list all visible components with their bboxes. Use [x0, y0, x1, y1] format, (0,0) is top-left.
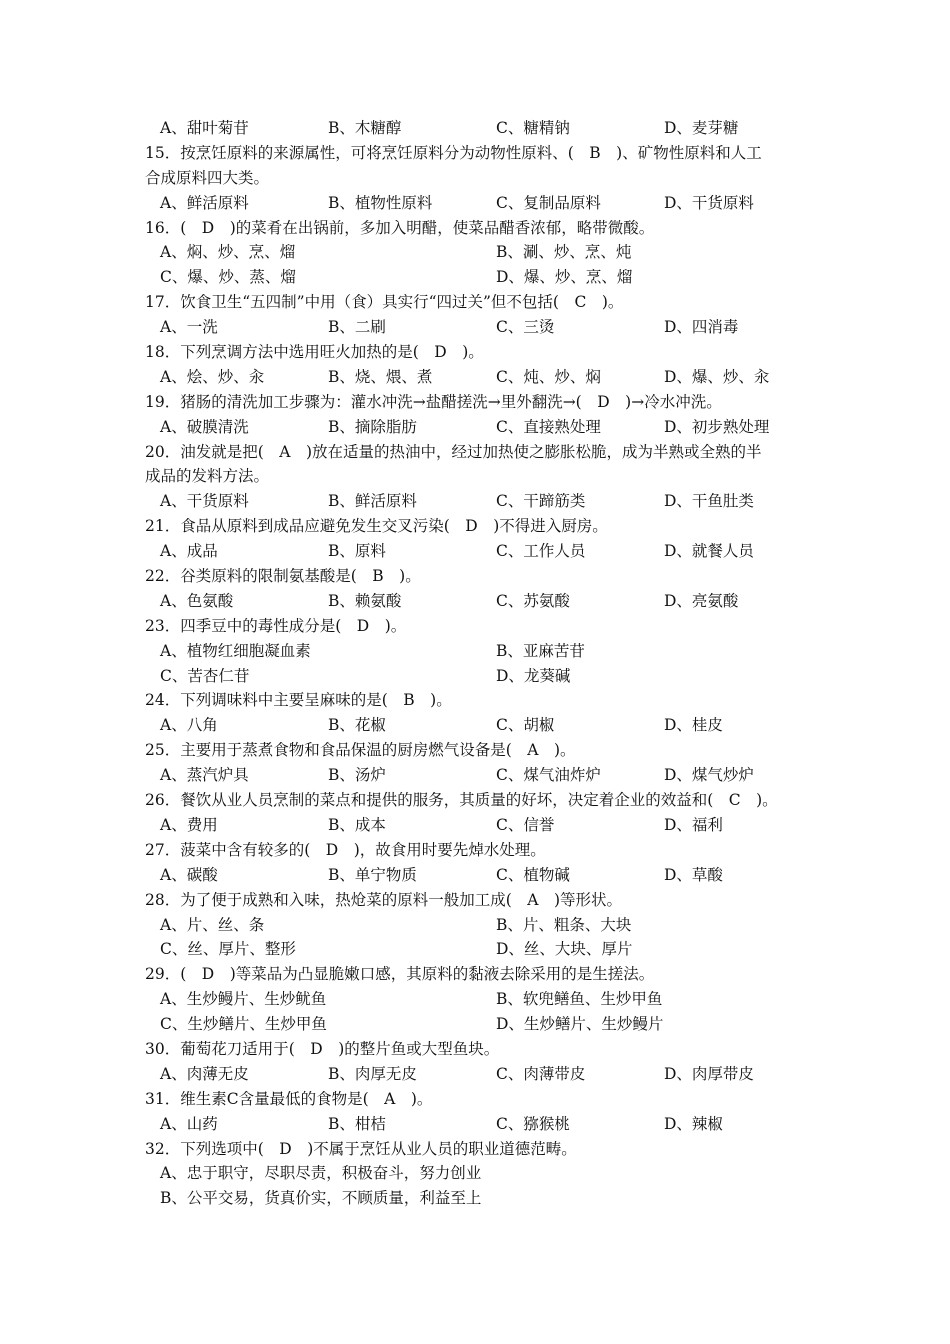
options-row — [145, 539, 825, 564]
options-row — [145, 987, 825, 1012]
options-row — [145, 365, 825, 390]
option-text: A、蒸汽炉具 — [160, 766, 249, 785]
option-text: C、肉薄带皮 — [496, 1064, 586, 1083]
options-row — [145, 664, 825, 689]
exam-document — [145, 116, 825, 1211]
option-text: A、生炒鳗片、生炒鱿鱼 — [160, 990, 327, 1009]
option-text: D、爆、炒、烹、熘 — [496, 268, 633, 287]
option-text: A、肉薄无皮 — [160, 1064, 249, 1083]
option-text: C、工作人员 — [496, 542, 586, 561]
option-text: B、软兜鳝鱼、生炒甲鱼 — [496, 990, 663, 1009]
option-text: B、成本 — [328, 815, 386, 834]
option-text: D、爆、炒、汆 — [664, 367, 770, 386]
question-line: 28．为了便于成熟和入味，热炝菜的原料一般加工成( A )等形状。 — [145, 890, 623, 909]
question-line: 32．下列选项中( D )不属于烹饪从业人员的职业道德范畴。 — [145, 1139, 577, 1158]
option-text: D、生炒鳝片、生炒鳗片 — [496, 1015, 664, 1034]
option-text: A、成品 — [160, 542, 218, 561]
option-text: D、福利 — [664, 815, 723, 834]
option-text: A、片、丝、条 — [160, 915, 265, 934]
option-text: B、亚麻苦苷 — [496, 641, 585, 660]
option-text: D、亮氨酸 — [664, 591, 739, 610]
option-text: D、就餐人员 — [664, 542, 754, 561]
question-line: 29．( D )等菜品为凸显脆嫩口感，其原料的黏液去除采用的是生搓法。 — [145, 965, 655, 984]
option-text: A、鲜活原料 — [160, 193, 249, 212]
options-row — [145, 863, 825, 888]
option-text: C、苏氨酸 — [496, 591, 570, 610]
option-text: A、烩、炒、汆 — [160, 367, 265, 386]
options-row — [145, 315, 825, 340]
option-text: C、三烫 — [496, 318, 555, 337]
option-text: B、烧、煨、煮 — [328, 367, 433, 386]
question-line: 合成原料四大类。 — [145, 168, 270, 187]
option-text: C、煤气油炸炉 — [496, 766, 601, 785]
option-text: C、复制品原料 — [496, 193, 601, 212]
question-line: 16．( D )的菜肴在出锅前，多加入明醋，使菜品醋香浓郁，略带微酸。 — [145, 218, 655, 237]
question-line: 18．下列烹调方法中选用旺火加热的是( D )。 — [145, 343, 484, 362]
options-row — [145, 191, 825, 216]
option-text: A、一洗 — [160, 318, 218, 337]
option-text: C、苦杏仁苷 — [160, 666, 250, 685]
options-row — [145, 1112, 825, 1137]
option-text: D、麦芽糖 — [664, 119, 739, 137]
option-text: A、山药 — [160, 1114, 218, 1133]
question-line: 30．葡萄花刀适用于( D )的整片鱼或大型鱼块。 — [145, 1039, 500, 1058]
option-text: A、色氨酸 — [160, 591, 234, 610]
question-line: 25．主要用于蒸煮食物和食品保温的厨房燃气设备是( A )。 — [145, 741, 576, 760]
option-text: D、初步熟处理 — [664, 417, 770, 436]
option-text: B、原料 — [328, 542, 386, 561]
option-text: A、忠于职守，尽职尽责，积极奋斗，努力创业 — [160, 1164, 482, 1183]
option-text: B、摘除脂肪 — [328, 417, 417, 436]
option-text: C、生炒鳝片、生炒甲鱼 — [160, 1015, 327, 1034]
options-row — [145, 415, 825, 440]
option-text: C、植物碱 — [496, 865, 570, 884]
options-row — [145, 1062, 825, 1087]
question-line: 15．按烹饪原料的来源属性，可将烹饪原料分为动物性原料、( B )、矿物性原料和人工 — [145, 143, 762, 162]
option-text: B、二刷 — [328, 318, 386, 337]
options-row — [145, 937, 825, 962]
option-text: B、涮、炒、烹、炖 — [496, 243, 632, 262]
option-text: D、草酸 — [664, 865, 723, 884]
option-text: B、植物性原料 — [328, 193, 433, 212]
options-row — [145, 265, 825, 290]
option-text: D、肉厚带皮 — [664, 1064, 754, 1083]
option-text: A、干货原料 — [160, 492, 249, 511]
option-text: C、胡椒 — [496, 716, 555, 735]
option-text: A、八角 — [160, 716, 218, 735]
option-text: D、煤气炒炉 — [664, 766, 754, 785]
option-text: B、片、粗条、大块 — [496, 915, 632, 934]
option-text: A、费用 — [160, 815, 218, 834]
option-text: B、花椒 — [328, 716, 386, 735]
option-text: C、炖、炒、焖 — [496, 367, 601, 386]
option-text: C、糖精钠 — [496, 119, 570, 137]
option-text: B、单宁物质 — [328, 865, 417, 884]
options-row — [145, 639, 825, 664]
option-text: B、汤炉 — [328, 766, 386, 785]
option-text: D、四消毒 — [664, 318, 739, 337]
option-text: A、植物红细胞凝血素 — [160, 641, 311, 660]
option-text: D、龙葵碱 — [496, 666, 571, 685]
option-text: D、桂皮 — [664, 716, 723, 735]
option-text: B、鲜活原料 — [328, 492, 417, 511]
option-text: C、直接熟处理 — [496, 417, 601, 436]
options-row — [145, 489, 825, 514]
option-text: D、干货原料 — [664, 193, 754, 212]
option-text: B、肉厚无皮 — [328, 1064, 417, 1083]
option-text: C、信誉 — [496, 815, 555, 834]
question-line: 21．食品从原料到成品应避免发生交叉污染( D )不得进入厨房。 — [145, 517, 608, 536]
question-line: 23．四季豆中的毒性成分是( D )。 — [145, 616, 407, 635]
option-text: B、赖氨酸 — [328, 591, 402, 610]
option-text: B、木糖醇 — [328, 119, 402, 137]
option-text: A、破膜清洗 — [160, 417, 249, 436]
options-row — [145, 763, 825, 788]
options-row — [145, 813, 825, 838]
question-line: 24．下列调味料中主要呈麻味的是( B )。 — [145, 691, 452, 710]
options-row — [145, 589, 825, 614]
option-text: B、公平交易，货真价实，不顾质量，利益至上 — [160, 1189, 482, 1208]
options-row — [145, 116, 825, 141]
option-text: A、焖、炒、烹、熘 — [160, 243, 296, 262]
option-text: B、柑桔 — [328, 1114, 386, 1133]
options-row — [145, 713, 825, 738]
option-text: D、丝、大块、厚片 — [496, 940, 633, 959]
question-line: 22．谷类原料的限制氨基酸是( B )。 — [145, 567, 421, 586]
option-text: C、爆、炒、蒸、熘 — [160, 268, 296, 287]
options-row — [145, 1012, 825, 1037]
options-row — [145, 240, 825, 265]
question-line: 27．菠菜中含有较多的( D )，故食用时要先焯水处理。 — [145, 840, 546, 859]
option-text: C、干蹄筋类 — [496, 492, 586, 511]
option-text: D、辣椒 — [664, 1114, 723, 1133]
option-text: A、甜叶菊苷 — [160, 119, 249, 137]
question-line: 成品的发料方法。 — [145, 467, 270, 486]
question-line: 20．油发就是把( A )放在适量的热油中，经过加热使之膨胀松脆，成为半熟或全熟的半 — [145, 442, 762, 461]
option-text: A、碳酸 — [160, 865, 218, 884]
option-text: C、猕猴桃 — [496, 1114, 570, 1133]
question-line: 19．猪肠的清洗加工步骤为：灌水冲洗→盐醋搓洗→里外翻洗→( D )→冷水冲洗。 — [145, 392, 722, 411]
option-text: D、干鱼肚类 — [664, 492, 754, 511]
question-line: 31．维生素C含量最低的食物是( A )。 — [145, 1089, 433, 1108]
question-line: 17．饮食卫生“五四制”中用（食）具实行“四过关”但不包括( C )。 — [145, 293, 624, 312]
options-row — [145, 913, 825, 938]
option-text: C、丝、厚片、整形 — [160, 940, 296, 959]
question-line: 26．餐饮从业人员烹制的菜点和提供的服务，其质量的好坏，决定着企业的效益和( C )。 — [145, 791, 778, 810]
